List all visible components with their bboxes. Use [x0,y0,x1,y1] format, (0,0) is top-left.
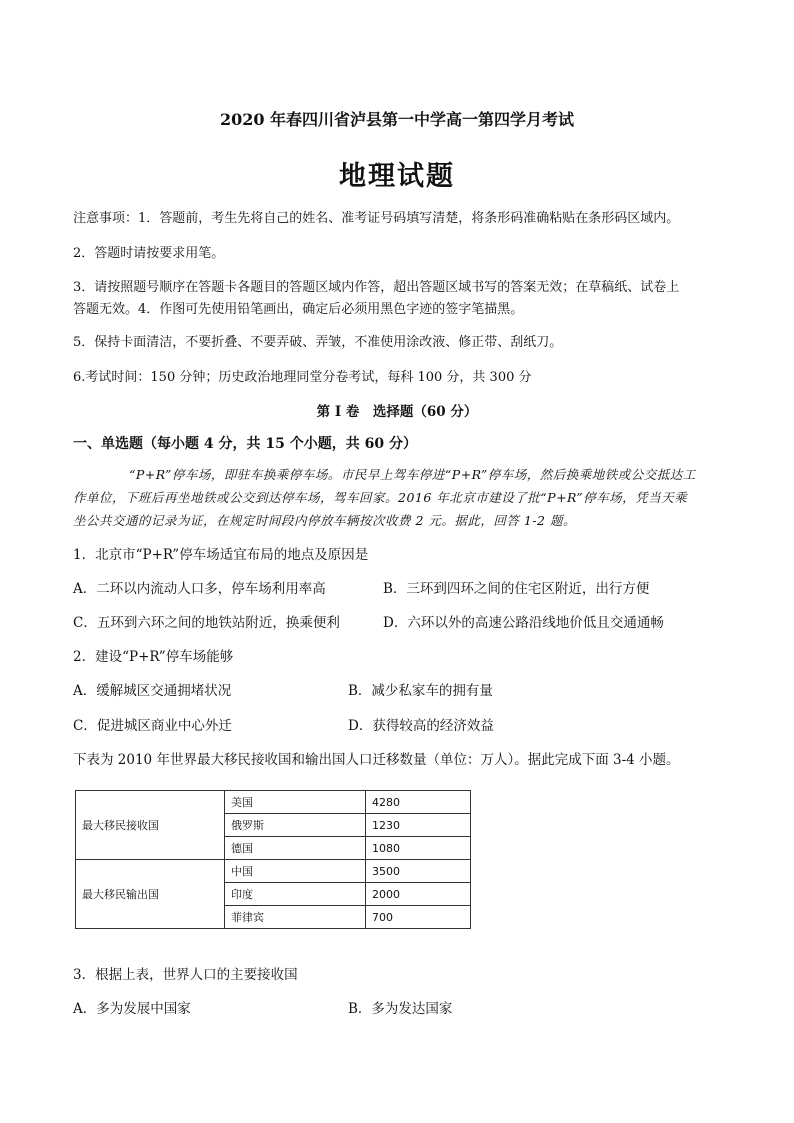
q1-option-a: A．二环以内流动人口多，停车场利用率高 [73,581,326,597]
question-2-stem: 2．建设“P+R”停车场能够 [73,649,234,665]
note-line: 3．请按照题号顺序在答题卡各题目的答题区域内作答，超出答题区域书写的答案无效；在草稿纸、试卷上 [73,280,680,295]
table-row [76,791,471,814]
table-row [76,860,471,883]
q1-option-b: B．三环到四环之间的住宅区附近，出行方便 [383,581,650,597]
value-cell: 4280 [366,791,471,814]
country-cell: 印度 [225,883,366,906]
question-3-stem: 3．根据上表，世界人口的主要接收国 [73,967,298,983]
q1-option-d: D．六环以外的高速公路沿线地价低且交通通畅 [383,615,664,631]
table-intro: 下表为 2010 年世界最大移民接收国和输出国人口迁移数量（单位：万人）。据此完成下面 3-4 小题。 [73,752,680,768]
note-line: 2．答题时请按要求用笔。 [73,246,225,261]
country-cell: 中国 [225,860,366,883]
group-label: 最大移民输出国 [76,860,225,929]
value-cell: 700 [366,906,471,929]
question-1-stem: 1．北京市“P+R”停车场适宜布局的地点及原因是 [73,547,369,563]
migration-table [75,790,471,929]
note-line: 答题无效。4．作图可先使用铅笔画出，确定后必须用黑色字迹的签字笔描黑。 [73,302,524,317]
country-cell: 菲律宾 [225,906,366,929]
q2-option-b: B．减少私家车的拥有量 [348,683,493,699]
q3-option-a: A．多为发展中国家 [73,1001,191,1017]
exam-title: 地理试题 [339,161,455,192]
passage-line: 作单位，下班后再坐地铁或公交到达停车场，驾车回家。2016 年北京市建设了批“P+R”停车场，凭当天乘 [73,490,688,505]
passage-line: “P+R”停车场，即驻车换乘停车场。市民早上驾车停进“P+R”停车场，然后换乘地铁或公交抵达工 [129,467,696,482]
note-line: 6.考试时间：150 分钟；历史政治地理同堂分卷考试，每科 100 分，共 300 分 [73,370,532,385]
q3-option-b: B．多为发达国家 [348,1001,453,1017]
q2-option-a: A．缓解城区交通拥堵状况 [73,683,232,699]
q2-option-c: C．促进城区商业中心外迁 [73,718,232,734]
q1-option-c: C．五环到六环之间的地铁站附近，换乘便利 [73,615,340,631]
value-cell: 3500 [366,860,471,883]
note-line: 注意事项：1．答题前，考生先将自己的姓名、准考证号码填写清楚，将条形码准确粘贴在条形码区域内。 [73,211,680,226]
value-cell: 1080 [366,837,471,860]
value-cell: 1230 [366,814,471,837]
part-title: 一、单选题（每小题 4 分，共 15 个小题，共 60 分） [73,436,417,452]
passage-line: 坐公共交通的记录为证，在规定时间段内停放车辆按次收费 2 元。据此，回答 1-2 题。 [73,513,576,528]
country-cell: 俄罗斯 [225,814,366,837]
country-cell: 德国 [225,837,366,860]
exam-subtitle: 2020 年春四川省泸县第一中学高一第四学月考试 [219,110,575,129]
note-line: 5．保持卡面清洁，不要折叠、不要弄破、弄皱，不准使用涂改液、修正带、刮纸刀。 [73,335,563,350]
country-cell: 美国 [225,791,366,814]
section-title: 第 I 卷 选择题（60 分） [316,404,478,420]
value-cell: 2000 [366,883,471,906]
group-label: 最大移民接收国 [76,791,225,860]
q2-option-d: D．获得较高的经济效益 [348,718,494,734]
